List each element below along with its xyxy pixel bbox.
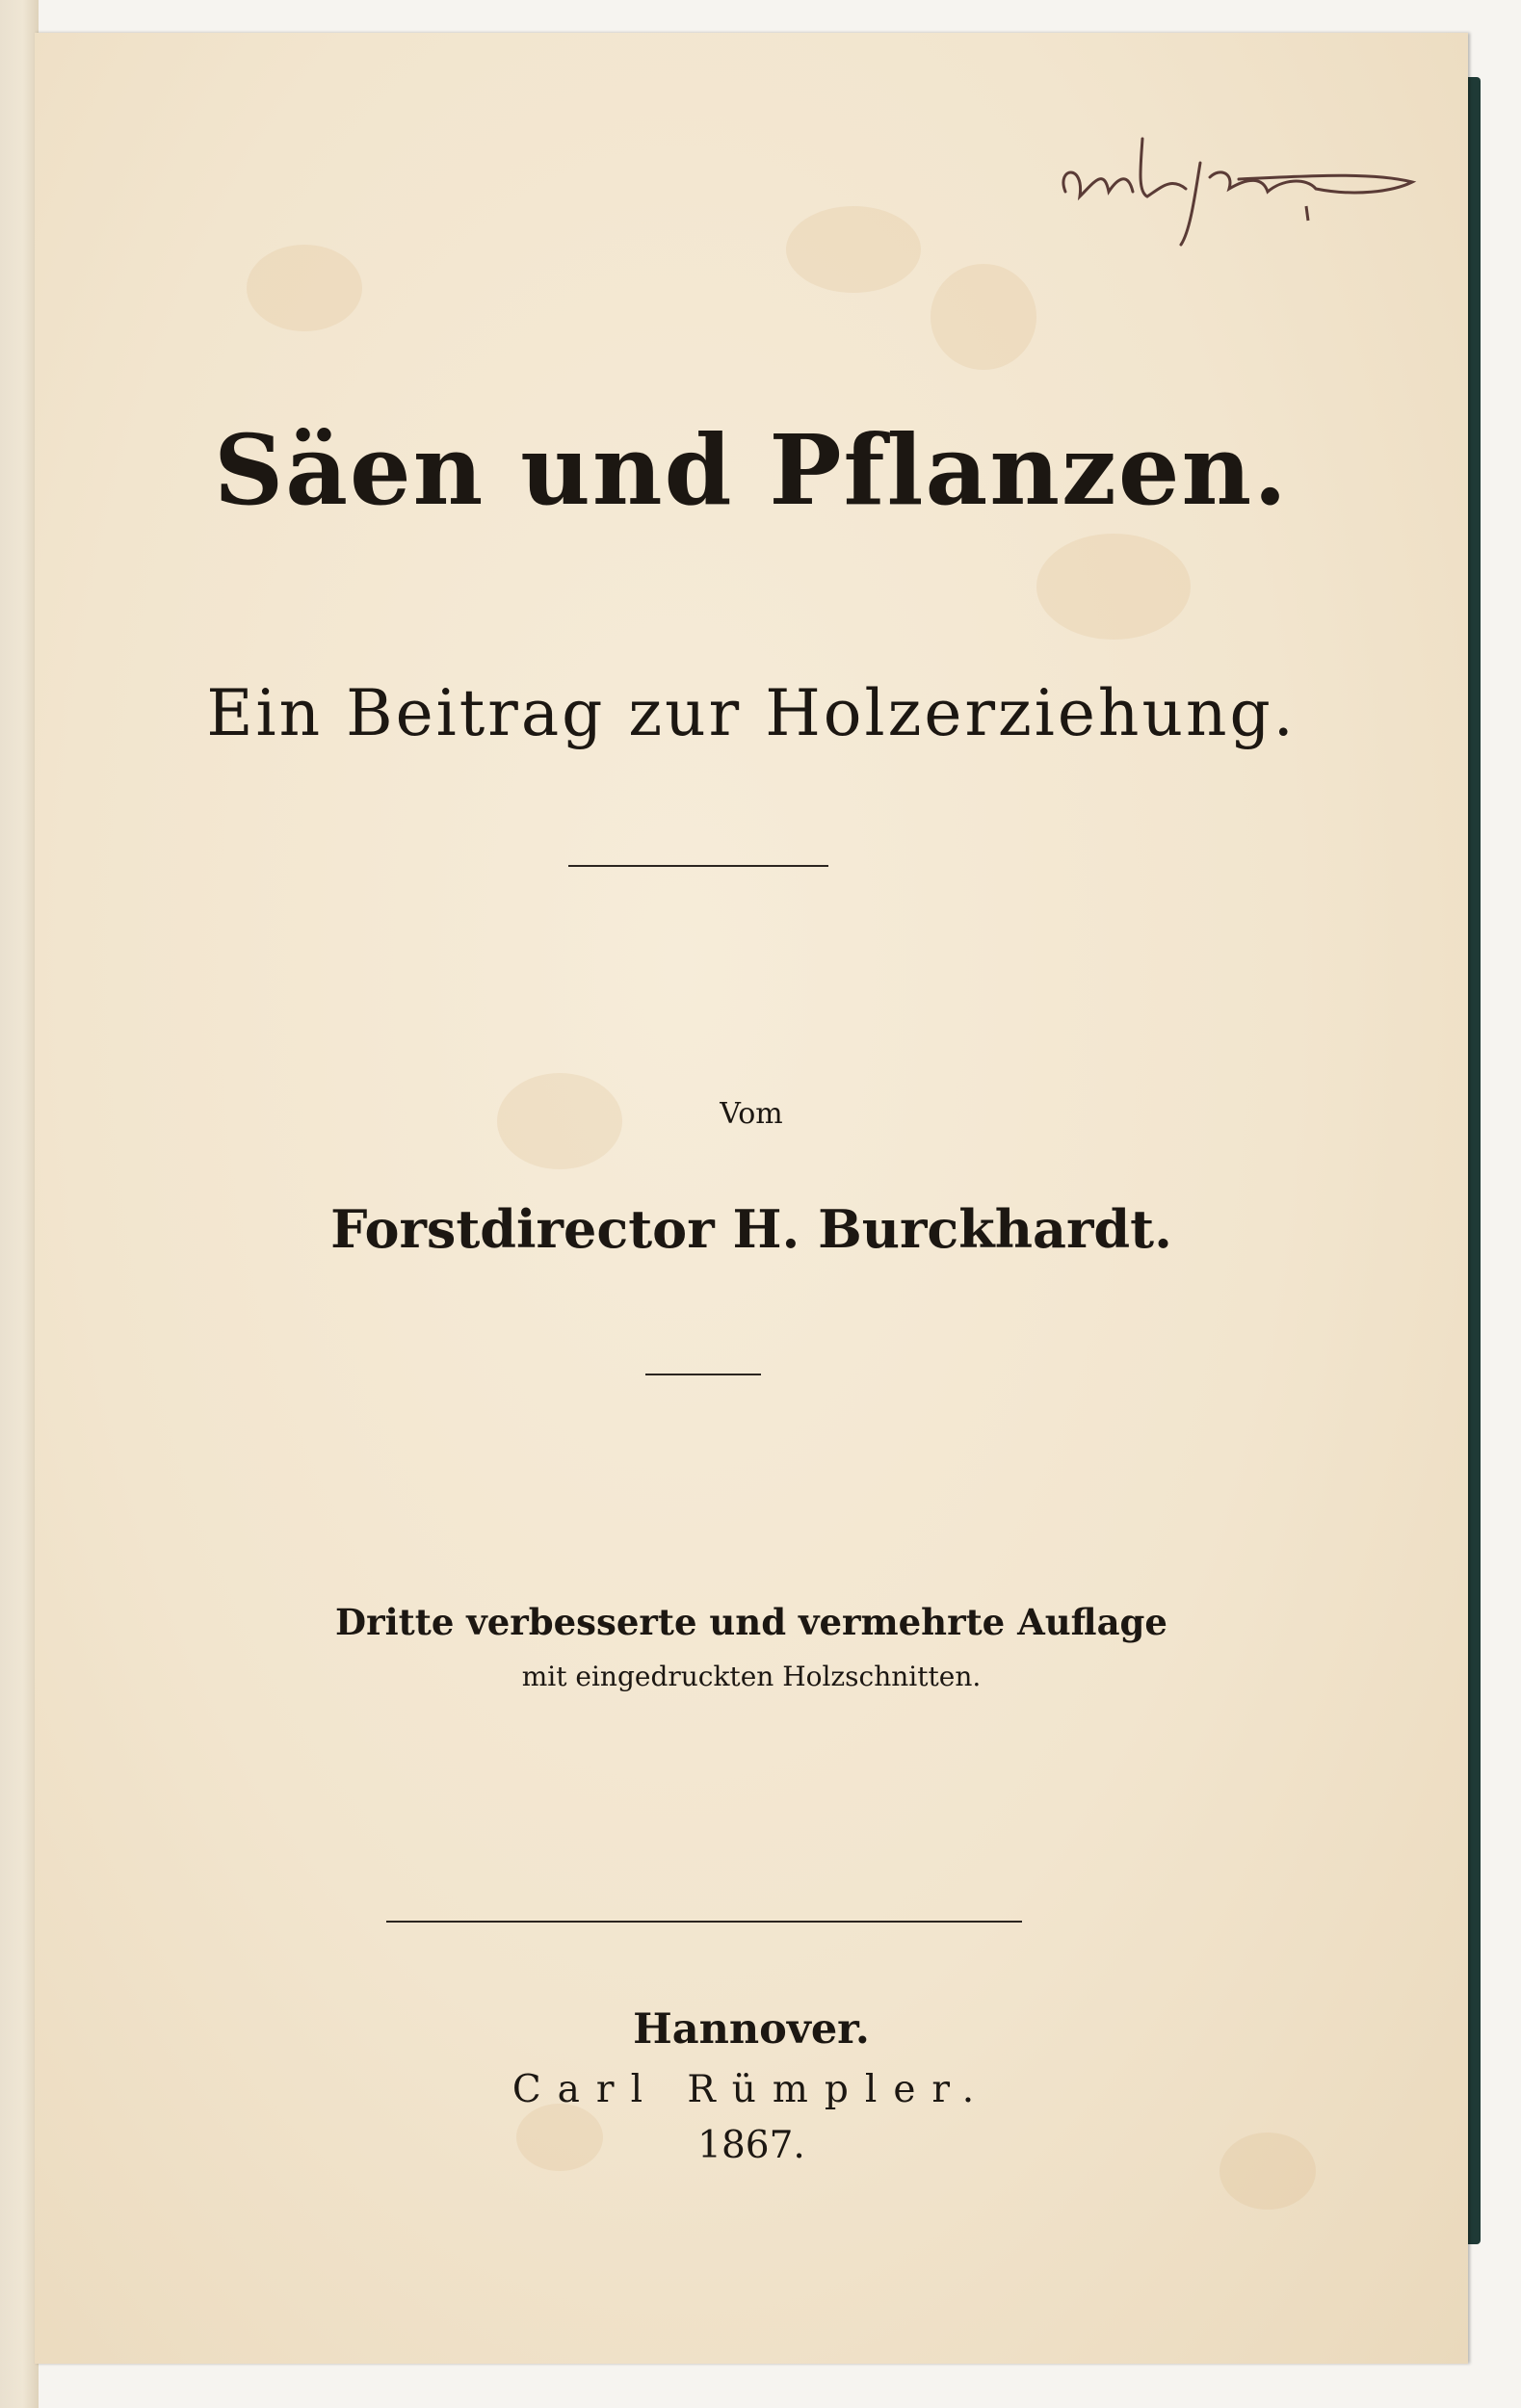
edition-statement: Dritte verbesserte und vermehrte Auflage [335, 1601, 1167, 1643]
foxing-stain [1036, 534, 1191, 640]
foxing-stain [931, 264, 1036, 370]
publication-place: Hannover. [633, 2005, 870, 2054]
book-fore-edge [0, 0, 39, 2408]
book-title: Säen und Pflanzen. [214, 413, 1289, 527]
handwritten-signature [1027, 100, 1431, 254]
edition-note: mit eingedruckten Holzschnitten. [521, 1661, 982, 1692]
publication-year: 1867. [697, 2124, 805, 2167]
divider-rule [568, 865, 828, 867]
publisher-name: Carl Rümpler. [511, 2068, 991, 2111]
imprint-rule [386, 1921, 1022, 1923]
author-name: Forstdirector H. Burckhardt. [330, 1198, 1172, 1260]
foxing-stain [786, 206, 921, 293]
book-subtitle: Ein Beitrag zur Holzerziehung. [206, 676, 1297, 750]
by-line: Vom [720, 1097, 783, 1131]
divider-rule [645, 1374, 761, 1375]
foxing-stain [247, 245, 362, 331]
title-page [35, 33, 1468, 2364]
